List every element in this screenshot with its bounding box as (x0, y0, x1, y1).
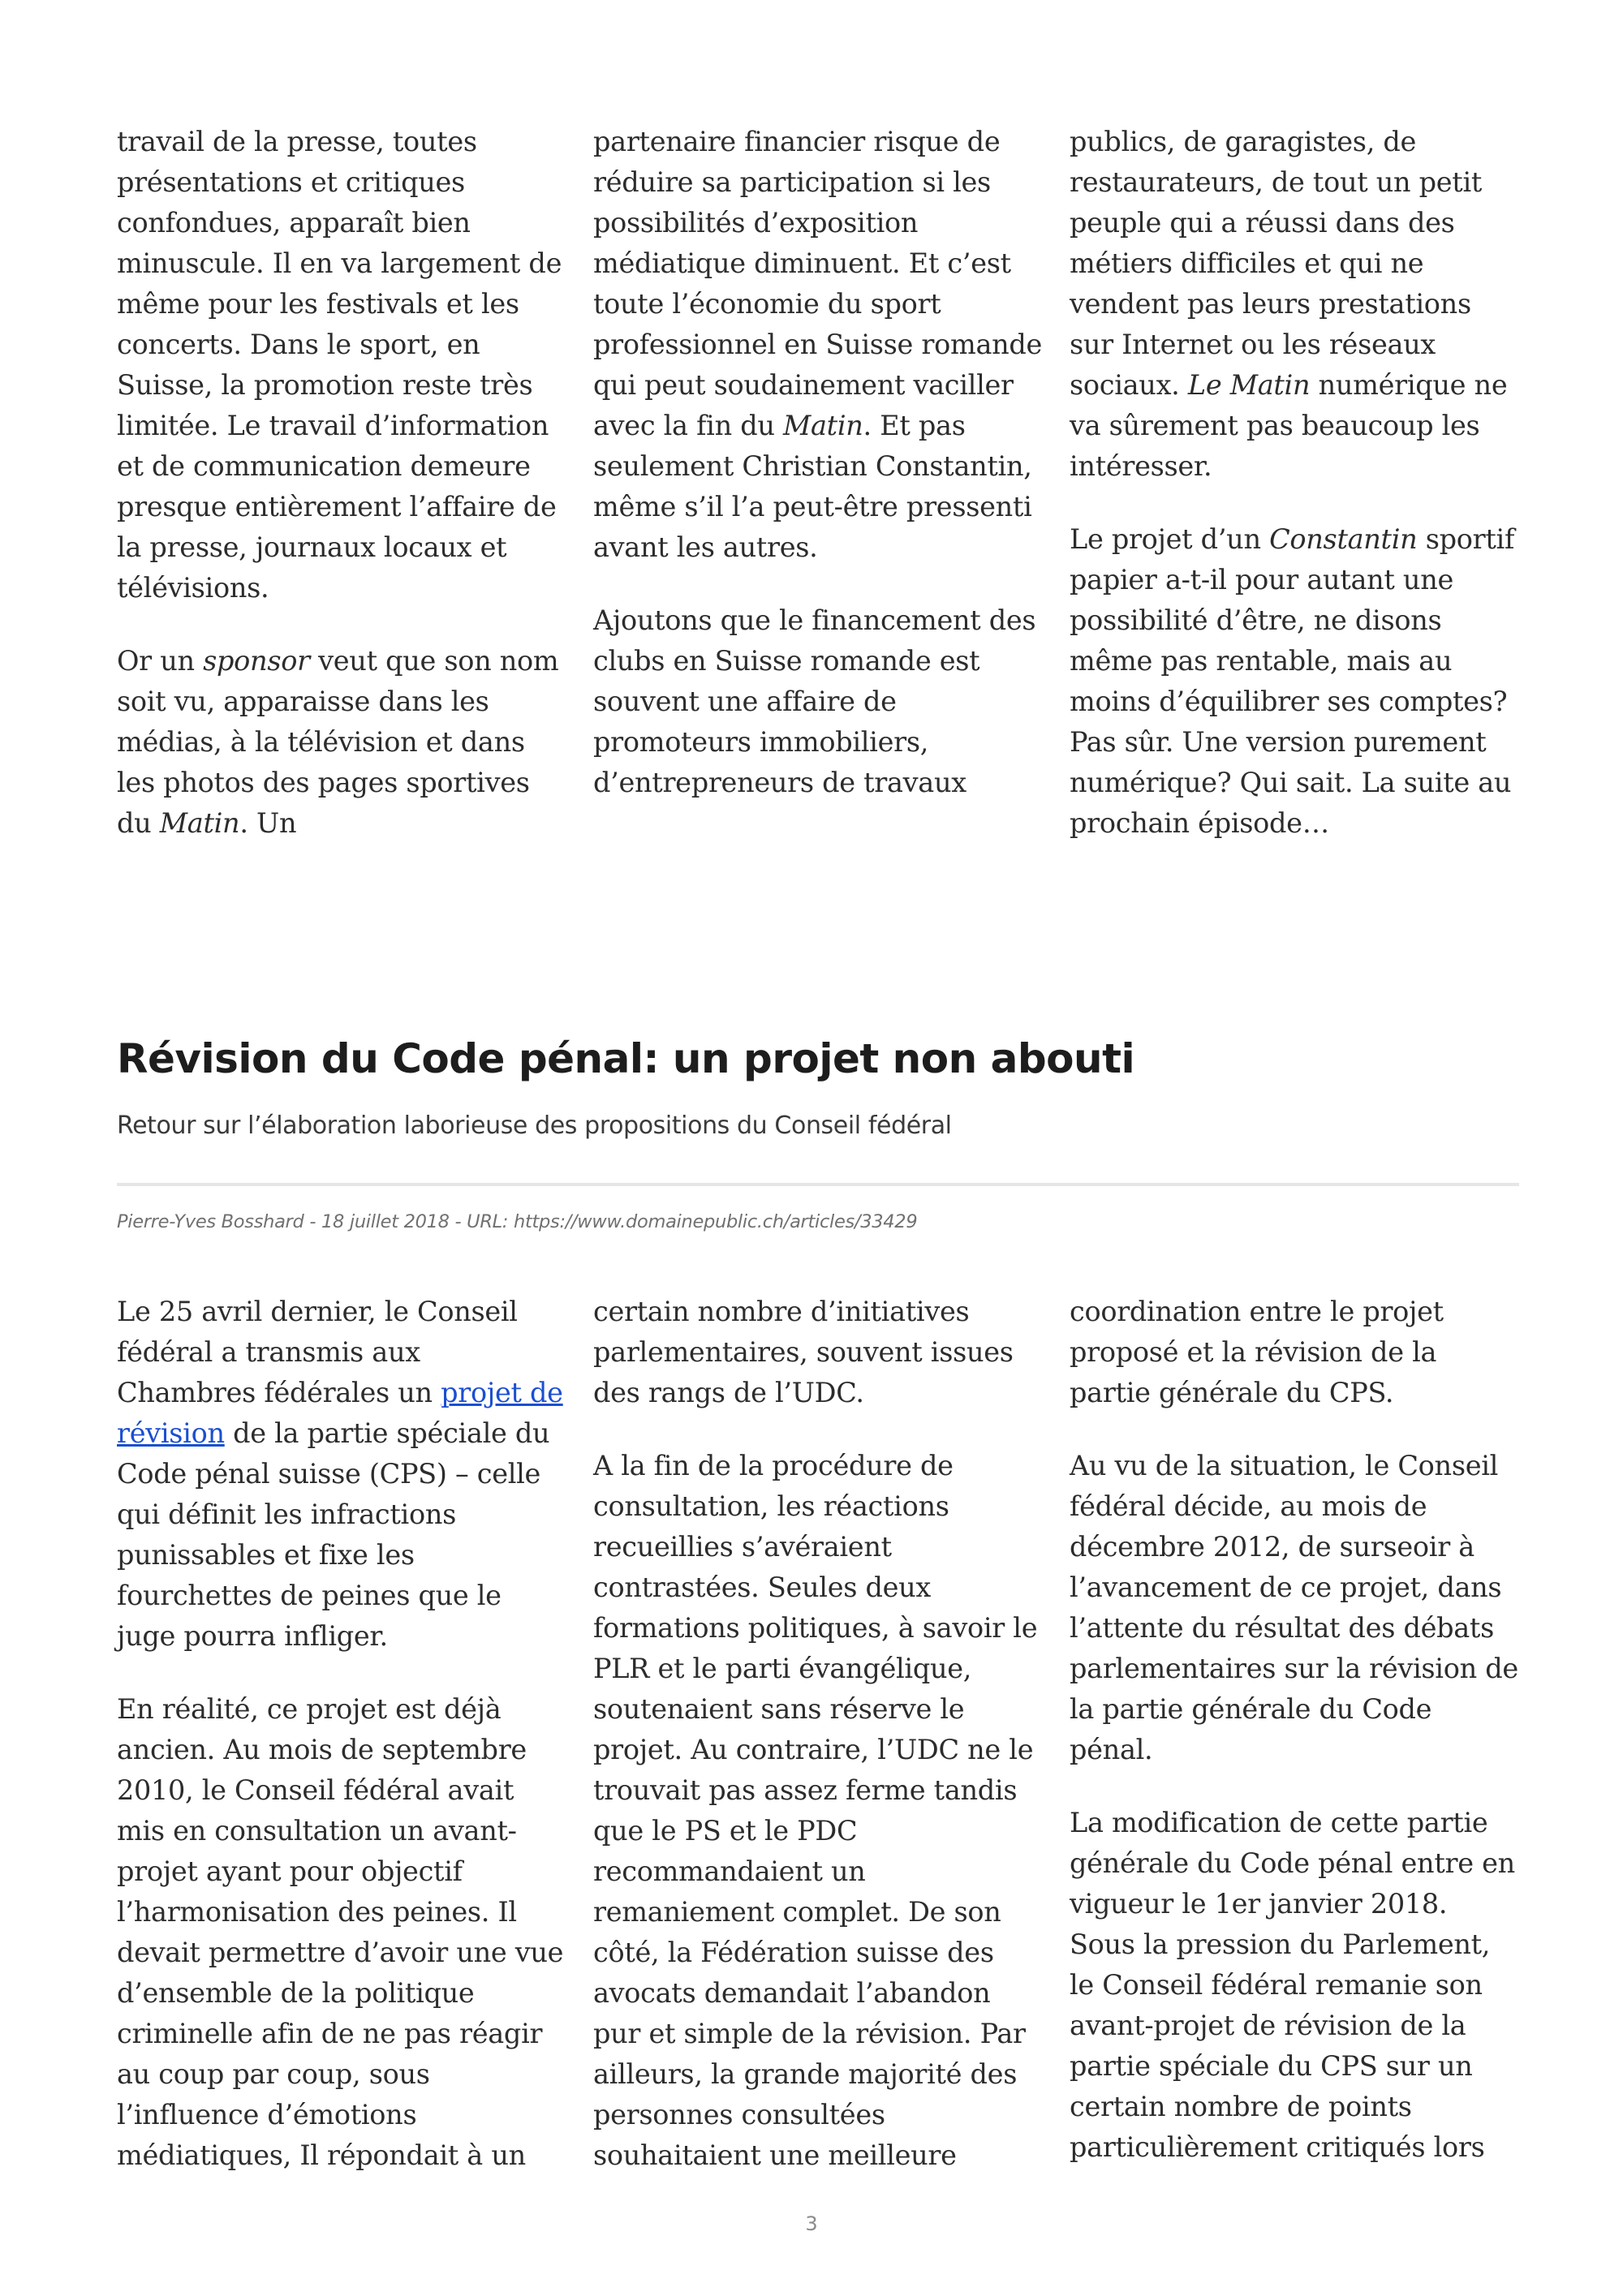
article-title: Révision du Code pénal: un projet non abouti (117, 1035, 1135, 1082)
text-run: Le projet d’un (1070, 523, 1270, 555)
paragraph (593, 600, 1044, 803)
italic-text: Constantin (1269, 523, 1418, 555)
text-column (117, 1292, 567, 2176)
paragraph (117, 641, 567, 844)
previous-article-columns (117, 122, 1519, 844)
text-run: coordination entre le projet proposé et la révision de la partie générale du CPS. (1070, 1296, 1444, 1408)
text-run: partenaire financier risque de réduire sa participation si les possibilités d’exposition médiatique diminuent. Et c’est toute l’économie du sport professionnel en Suisse romande qui peut soudainement vaciller avec la fin du (593, 126, 1043, 441)
text-run: Le 25 avril dernier, le Conseil fédéral a transmis aux Chambres fédérales un (117, 1296, 518, 1408)
text-column (593, 1292, 1044, 2176)
article-subtitle: Retour sur l’élaboration laborieuse des propositions du Conseil fédéral (117, 1111, 952, 1140)
italic-text: Matin (159, 807, 240, 839)
paragraph (1070, 1446, 1520, 1770)
paragraph (1070, 1803, 1520, 2168)
paragraph (1070, 519, 1520, 844)
text-run: Au vu de la situation, le Conseil fédéral décide, au mois de décembre 2012, de surseoir à l’avancement de ce projet, dans l’attente du résultat des débats parlementaires sur la révision de la partie générale du Code pénal. (1070, 1450, 1518, 1765)
text-run: En réalité, ce projet est déjà ancien. Au mois de septembre 2010, le Conseil fédéral avait mis en consultation un avant-projet ayant pour objectif l’harmonisation des peines. Il devait permettre d’avoir une vue d’ensemble de la politique criminelle afin de ne pas réagir au coup par coup, sous l’influence d’émotions médiatiques, Il répondait à un (117, 1693, 564, 2171)
inline-link[interactable]: projet de révision (117, 1377, 563, 1449)
article-byline: Pierre-Yves Bosshard - 18 juillet 2018 - URL: https://www.domainepublic.ch/articles/33429 (117, 1211, 918, 1232)
text-run: A la fin de la procédure de consultation, les réactions recueillies s’avéraient contrastées. Seules deux formations politiques, à savoir le PLR et le parti évangélique, soutenaient sans réserve le projet. Au contraire, l’UDC ne le trouvait pas assez ferme tandis que le PS et le PDC recommandaient un remaniement complet. De son côté, la Fédération suisse des avocats demandait l’abandon pur et simple de la révision. Par ailleurs, la grande majorité des personnes consultées souhaitaient une meilleure (593, 1450, 1038, 2171)
text-run: numérique ne va sûrement pas beaucoup les intéresser. (1070, 369, 1508, 482)
paragraph (117, 122, 567, 608)
paragraph (593, 122, 1044, 568)
text-run: . Et pas seulement Christian Constantin, même s’il l’a peut-être pressenti avant les autres. (593, 410, 1032, 563)
paragraph (1070, 1292, 1520, 1413)
text-run: sportif papier a-t-il pour autant une possibilité d’être, ne disons même pas rentable, mais au moins d’équilibrer ses comptes? Pas sûr. Une version purement numérique? Qui sait. La suite au prochain épisode… (1070, 523, 1515, 839)
text-run: Ajoutons que le financement des clubs en Suisse romande est souvent une affaire de promoteurs immobiliers, d’entrepreneurs de travaux (593, 604, 1036, 798)
text-column (1070, 122, 1520, 844)
text-column (1070, 1292, 1520, 2176)
italic-text: sponsor (203, 645, 310, 677)
paragraph (1070, 122, 1520, 487)
divider (117, 1183, 1519, 1186)
text-run: La modification de cette partie générale du Code pénal entre en vigueur le 1er janvier 2018. Sous la pression du Parlement, le Conseil fédéral remanie son avant-projet de révision de la partie spéciale du CPS sur un certain nombre de points particulièrement critiqués lors (1070, 1807, 1515, 2163)
paragraph (593, 1446, 1044, 2176)
article-columns (117, 1292, 1519, 2176)
page-number: 3 (805, 2212, 818, 2235)
text-run: publics, de garagistes, de restaurateurs, de tout un petit peuple qui a réussi dans des métiers difficiles et qui ne vendent pas leurs prestations sur Internet ou les réseaux sociaux. (1070, 126, 1483, 401)
italic-text: Matin (782, 410, 863, 441)
text-run: certain nombre d’initiatives parlementaires, souvent issues des rangs de l’UDC. (593, 1296, 1014, 1408)
text-column (117, 122, 567, 844)
paragraph (593, 1292, 1044, 1413)
text-run: veut que son nom soit vu, apparaisse dans les médias, à la télévision et dans les photos des pages sportives du (117, 645, 559, 839)
text-run: de la partie spéciale du Code pénal suisse (CPS) – celle qui définit les infractions punissables et fixe les fourchettes de peines que le juge pourra infliger. (117, 1417, 550, 1652)
text-column (593, 122, 1044, 844)
text-run: . Un (239, 807, 297, 839)
paragraph (117, 1292, 567, 1657)
paragraph (117, 1689, 567, 2176)
italic-text: Le Matin (1187, 369, 1311, 401)
text-run: travail de la presse, toutes présentations et critiques confondues, apparaît bien minuscule. Il en va largement de même pour les festivals et les concerts. Dans le sport, en Suisse, la promotion reste très limitée. Le travail d’information et de communication demeure presque entièrement l’affaire de la presse, journaux locaux et télévisions. (117, 126, 562, 604)
text-run: Or un (117, 645, 204, 677)
